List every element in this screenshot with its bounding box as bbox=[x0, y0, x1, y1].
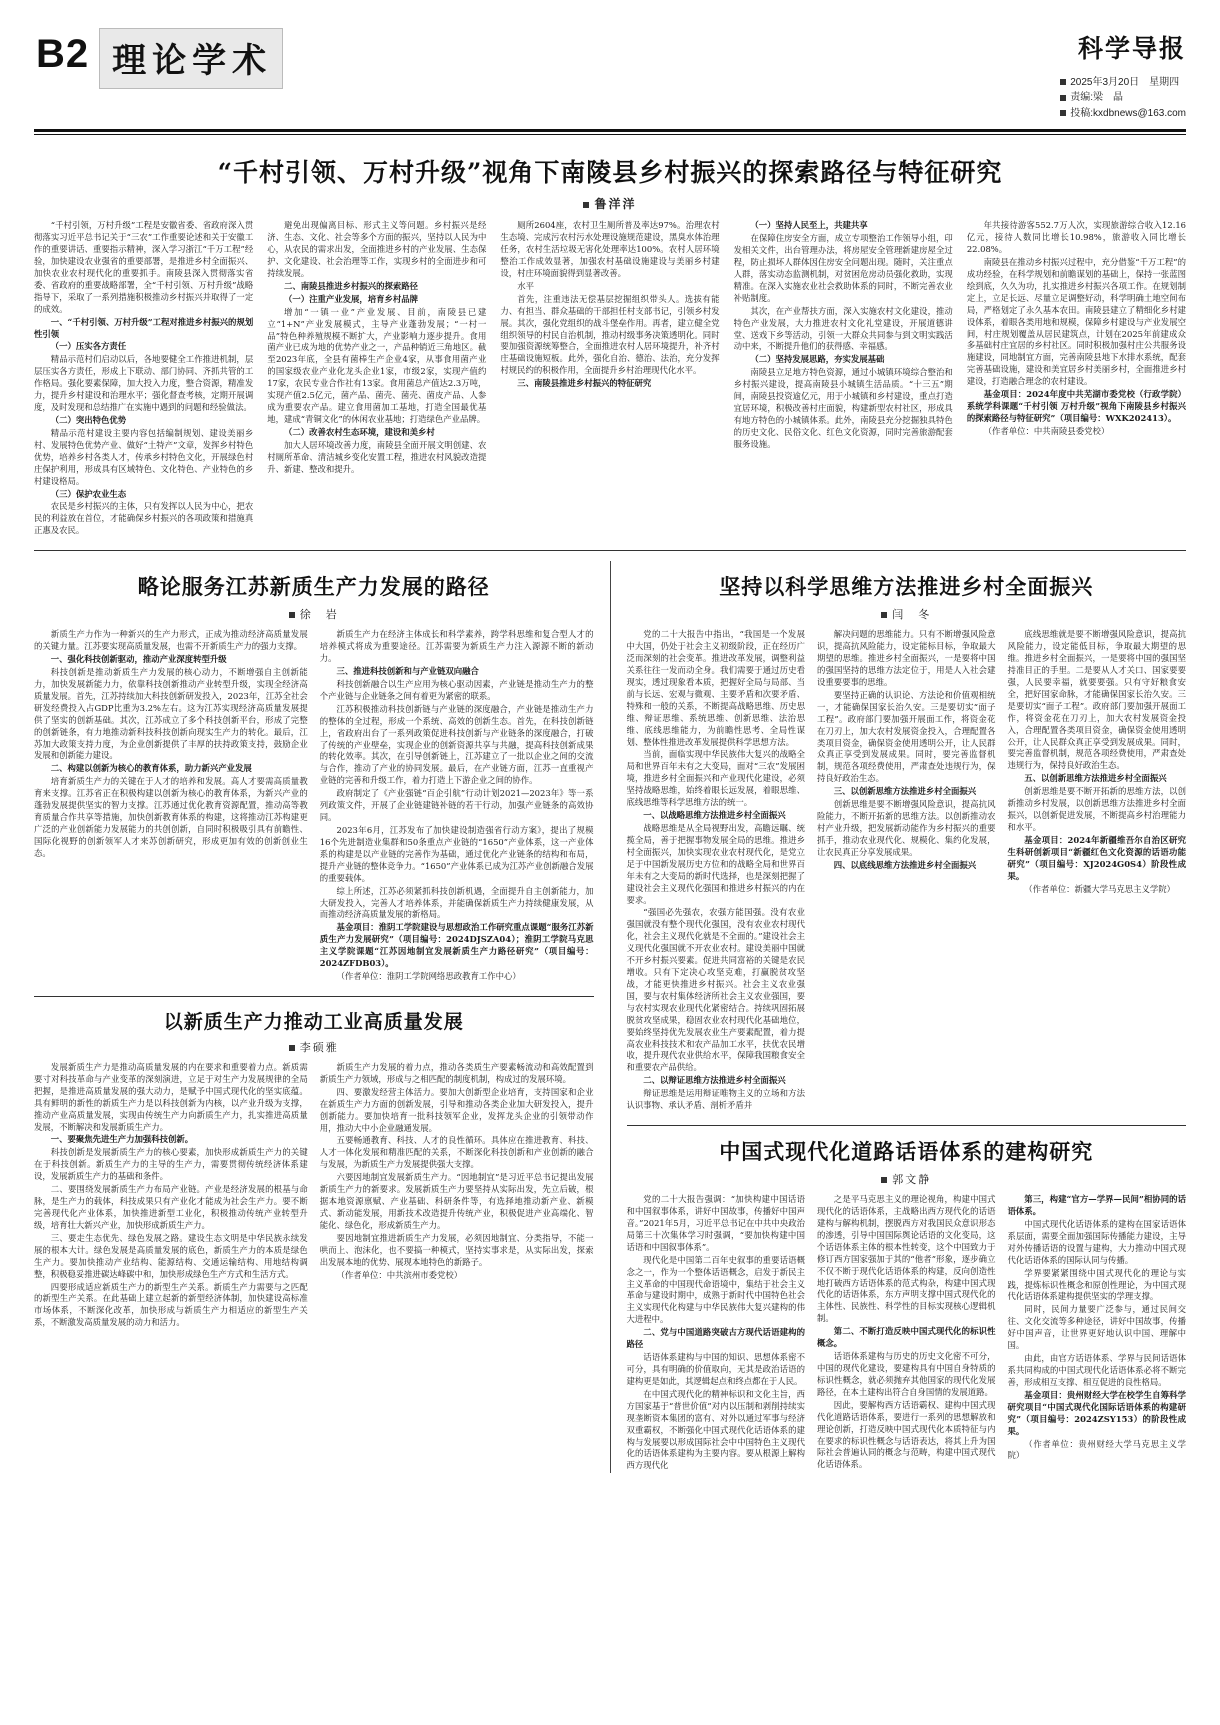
subheading: 一、“千村引领、万村升级”工程对推进乡村振兴的规划性引领 bbox=[34, 316, 254, 339]
masthead-left bbox=[34, 28, 283, 89]
subheading: 三、以创新思维方法推进乡村全面振兴 bbox=[833, 786, 977, 797]
masthead-rule-thin bbox=[34, 134, 1186, 135]
paragraph: 要因地制宜推进新质生产力发展，必须因地制宜、分类指导，不能一哄而上、泡沫化，也不要搞一种模式，坚持实事求是，从实际出发，探索出发展本地的优势、展现本地特色的新路子。 bbox=[319, 1232, 594, 1267]
bullet-icon bbox=[289, 1045, 295, 1051]
vertical-divider bbox=[610, 561, 611, 1473]
publish-date-line bbox=[1060, 75, 1186, 91]
publish-date: 2025年3月20日 星期四 bbox=[1070, 76, 1180, 88]
subheading: （一）注重产业发展，培育乡村品牌 bbox=[284, 293, 418, 304]
article4-col-1 bbox=[34, 1062, 308, 1330]
article4-title: 以新质生产力推动工业高质量发展 bbox=[163, 1010, 464, 1033]
paragraph: 当前，面临实现中华民族伟大复兴的战略全局和世界百年未有之大变局，面对“三农”发展困境，推进乡村全面振兴和产业现代化建设，必须坚持战略思维，始终着眼长远发展，着眼思维、底线思维等科学思维方法的统一。 bbox=[626, 749, 805, 808]
article5-author: 郭文静 bbox=[892, 1174, 932, 1187]
subheading: （二）突出特色优势 bbox=[50, 415, 127, 425]
article5-byline bbox=[627, 1171, 1187, 1187]
subheading: 二、党与中国道路突破古方现代话语建构的路径 bbox=[626, 1327, 805, 1350]
section-title bbox=[99, 28, 283, 89]
subheading: 二、以辩证思维方法推进乡村全面振兴 bbox=[643, 1075, 786, 1086]
paragraph: 要坚持正确的认识论、方法论和价值观相统一，才能确保国家长治久安。三是要切实“面子工程”。政府部门要加强开展面工作，将资金花在刀刃上，加大农村发展资金投入，合理配置各类项目资金，确保资金使用透明公开，让人民群众真正享受到发展成果。同时，要完善监督机制，规范各项经费使用，严肃查处违规行为，保持良好政治生态。 bbox=[817, 689, 996, 784]
bullet-icon bbox=[289, 612, 295, 618]
article2-columns bbox=[34, 629, 594, 984]
article3-col-3 bbox=[1008, 629, 1187, 1113]
article3-col-2 bbox=[817, 629, 996, 1113]
section-char-0: 理 bbox=[112, 41, 151, 81]
paragraph: 现代化是中国第二百年史叙事的重要话语概念之一，作为一个整体话语概念，启发于新民主主义革命的中国现代命语境中，集结于社会主义革命与建设时期中，成熟于新时代中国特色社会主义实现代化构建与中华民族伟大复兴建构的伟大进程中。 bbox=[626, 1254, 805, 1325]
article-divider bbox=[34, 996, 594, 997]
bullet-icon bbox=[881, 612, 887, 618]
masthead bbox=[0, 0, 1220, 125]
subheading: 二、构建以创新为核心的教育体系，助力新兴产业发展 bbox=[50, 763, 252, 774]
paragraph: 避免出现偏离目标、形式主义等问题。乡村振兴是经济、生态、文化、社会等多个方面的振兴，坚持以人民为中心，从农民的需求出发，全面推进乡村的产业发展、生态保护、文化建设、社会治理等工作，实现乡村的全面进步和可持续发展。 bbox=[267, 220, 487, 278]
paragraph: 年共接待游客552.7万人次，实现旅游综合收入12.16亿元，接待人数同比增长10.98%，旅游收入同比增长22.08%。 bbox=[966, 220, 1187, 255]
paragraph: 农民是乡村振兴的主体，只有发挥以人民为中心，把农民的利益放在首位，才能确保乡村振兴的各项政策和措施真正惠及农民。 bbox=[34, 501, 254, 536]
paragraph: 因此，要解构西方话语霸权、建构中国式现代化道路话语体系，要进行一系列的思想解放和理论创新，打造反映中国式现代化本质特征与内在要求的标识性概念与话语表达，将其上升为国际社会普遍认同的概念与范畴，构建中国式现代化话语体系。 bbox=[817, 1399, 996, 1470]
middle-band bbox=[0, 561, 1220, 1473]
paragraph: 新质生产力发展的着力点，推动各类质生产要素畅流动和高效配置到新质生产力领域，形成与之相匹配的制度机制，构成过的发展环境。 bbox=[319, 1061, 594, 1084]
subheading: 三、推进科技创新和与产业链双向融合 bbox=[336, 665, 479, 676]
subheading: （二）改善农村生态环境，建设和美乡村 bbox=[284, 426, 435, 437]
article3-col-1 bbox=[627, 629, 806, 1113]
paragraph: 在保障住房安全方面，成立专项整治工作领导小组，印发相关文件，出台管理办法，将房屋安全管理新建房屋全过程，防止损坏人群体因住房安全问题出现。随时，关注重点人群，落实动态监测机制，对贫困危房动员强化救助，实现精准。在深入实施农业社会救助体系的同时，不断完善农业补贴制度。 bbox=[733, 233, 953, 303]
bullet-icon bbox=[1060, 79, 1066, 85]
paragraph: 创新思维是要不断开拓新的思维方法，以创新推动乡村发展，以创新思维方法推进乡村全面振兴，以创新促进发展，不断提高乡村治理能力和水平。 bbox=[1007, 786, 1186, 832]
paragraph: 党的二十大报告强调：“加快构建中国话语和中国叙事体系，讲好中国故事，传播好中国声音。”2021年5月，习近平总书记在中共中央政治局第三十次集体学习时强调，“要加快构建中国话语和中国叙事体系”。 bbox=[626, 1194, 805, 1252]
section-char-1: 论 bbox=[152, 41, 191, 81]
paragraph: 创新思维是要不断增强风险意识，提高抗风险能力，不断开拓新的思维方法。以创新推动农村产业升级，把发展新动能作为乡村振兴的重要抓手，推动农业现代化、规模化、集约化发展，让农民真正分享发展成果。 bbox=[817, 799, 996, 857]
masthead-rule-thick bbox=[34, 129, 1186, 132]
article4-author: 李硕雅 bbox=[299, 1041, 339, 1054]
editor-line bbox=[1060, 90, 1186, 106]
paragraph: 中国式现代化话语体系的建构在国家话语体系层面，需要全面加强国际传播能力建设，主导对外传播话语的设置与建构，大力推动中国式现代化话语体系的国际认同与传播。 bbox=[1007, 1218, 1186, 1265]
bullet-icon bbox=[881, 1177, 887, 1183]
article3-author: 闫 冬 bbox=[892, 609, 932, 622]
subheading: 五、以创新思维方法推进乡村全面振兴 bbox=[1024, 773, 1167, 784]
subheading: 一、强化科技创新驱动，推动产业深度转型升级 bbox=[50, 654, 227, 665]
article5-col-2 bbox=[817, 1194, 996, 1473]
fund-note: 基金项目：贵州财经大学在校学生自筹科学研究项目“中国式现代化国际话语体系的构建研究”（项目编号：2024ZSY153）的阶段性成果。 bbox=[1007, 1389, 1186, 1436]
article5-title: 中国式现代化道路话语体系的建构研究 bbox=[719, 1139, 1094, 1165]
author-affiliation: （作者单位：中共南陵县委党校） bbox=[983, 425, 1110, 436]
paragraph: 精品示范村建设主要内容包括编制规划、建设美丽乡村、发展特色优势产业、做好“土特产”文章，发挥乡村特色优势，培养乡村各类人才，传承乡村特色文化，开展绿色村庄保护利用，形成具有区域特色、文化特色、产业特色的乡村建设格局。 bbox=[34, 427, 254, 486]
lead-col-5 bbox=[967, 220, 1186, 538]
paragraph: 六要因地制宜发展新质生产力。“因地制宜”是习近平总书记提出发展新质生产力的新要求。发展新质生产力要坚持从实际出发，先立后破，根据本地资源禀赋、产业基础、科研条件等，有选择地推动新产业、新模式、新动能发展，用新技术改造提升传统产业，积极促进产业高端化、智能化、绿色化，形成新质生产力。 bbox=[319, 1172, 594, 1230]
paragraph: 精品示范村们启动以后，各地要健全工作推进机制，层层压实各方责任，形成上下联动、部门协同、齐抓共管的工作格局。强化要素保障，加大投入力度，整合资源，精准发力，提升乡村建设和治理水平；强化督查考核，定期开展调度，及时发现和总结推广在实施中遇到的问题和经验做法。 bbox=[34, 354, 254, 413]
paragraph: 江苏积极推动科技创新链与产业链的深度融合，产业链是推动生产力的整体的全过程，形成一个系统、高效的创新生态。首先，在科技创新链上，省政府出台了一系列政策促进科技创新与产业链条的深度融合，打破了传统的产业壁垒，实现企业的创新资源共享与共融，提高科技创新成果的转化效率。其次，在引导创新链上，江苏建立了一批以企业之间的交流与合作，推动了产业的协同发展。最后，在产业链方面，江苏一直重视产业链的完善和升级工作，着力打造上下游企业之间的协作。 bbox=[319, 703, 594, 786]
lead-col-1 bbox=[34, 220, 253, 538]
fund-note: 基金项目：2024年新疆维吾尔自治区研究生科研创新项目“新疆红色文化资源的话语功能研究”（项目编号：XJ2024G0S4）阶段性成果。 bbox=[1007, 834, 1186, 881]
article2-col-1 bbox=[34, 629, 308, 984]
subheading: 三、南陵县推进乡村振兴的特征研究 bbox=[517, 378, 652, 389]
paragraph: 话语体系建构与历史的历史文化密不可分，中国的现代化建设，要建构具有中国自身特质的标识性概念，就必须抛弃其他国家的现代化发展路径，在本土建构出符合自身国情的发展道路。 bbox=[817, 1351, 996, 1397]
paragraph: 党的二十大报告中指出，“我国是一个发展中大国，仍处于社会主义初级阶段，正在经历广泛而深刻的社会变革。推进改革发展，调整利益关系往往一发而动全身。我们需要于通过历史看现实，透过现象看本质，把握好全局与局部、当前与长远、宏观与微观、主要矛盾和次要矛盾、特殊和一般的关系，不断提高战略思维、历史思维、辩证思维、系统思维、创新思维、法治思维、底线思维能力，为前瞻性思考、全局性谋划、整体性推进改革发展提供科学思想方法。 bbox=[626, 629, 805, 747]
section-divider bbox=[34, 550, 1186, 551]
paragraph: 之是平马克思主义的理论视角，构建中国式现代化的话语体系，主战略出西方现代化的话语建构与解构机制，摆脱西方对我国民众意识形态的渗透，引导中国国际舆论话语的文化变局，这个话语体系主体的根本性转变，这个中国致力于修订西方国家强加于其的“他者”形象，逐步确立不仅不断于现代化话语体系的构建，反向创造性地打破西方话语体系的范式构杂，构建中国式现代化的话语体系，东方声明支撑中国式现代化的主体性、民族性、科学性的目标实现核心逻辑机制。 bbox=[817, 1194, 996, 1324]
page-number: B2 bbox=[36, 32, 90, 76]
article5-columns bbox=[627, 1194, 1187, 1473]
paragraph: 由此，由官方话语体系、学界与民间话语体系共同构成的中国式现代化话语体系必将不断完善，形成相互支撑、相互促进的良性格局。 bbox=[1007, 1353, 1186, 1387]
paragraph: 增加“一镇一业”产业发展、目前，南陵县已建立“1+N”产业发展模式，主导产业蓬勃发展；“一村一品”特色种养殖规模不断扩大，产业影响力逐步提升。食用菌产业已成为地的优势产业之一，产品种销近三角地区。截至2023年底，全县有菌棒生产企业4家，从事食用菌产业的国家级农业产业化龙头企业1家，市级2家，实现产值约17家，农民专业合作社有13家。食用菌总产值达2.3万吨，实现产值2.5亿元，菌产品、菌壳、菌壳、菌皮产品、人参成为重要农产品。建立食用菌加工基地，打造全国最优基地，建成“青铜文化”的休闲农业基地；打造绿色产业品牌。 bbox=[267, 306, 487, 424]
paragraph: 新质生产力作为一种新兴的生产力形式，正成为推动经济高质量发展的关键力量。江苏要实现高质量发展，也需不开新质生产力的强力支撑。 bbox=[34, 629, 308, 652]
paragraph: 同时，民间力量要广泛参与，通过民间交往、文化交流等多种途径，讲好中国故事，传播好中国声音，让世界更好地认识中国、理解中国。 bbox=[1007, 1304, 1186, 1351]
paragraph: 在中国式现代化的精神标识和文化主旨，西方国家基于“普世价值”对内以压制和剥削持续实现垄断资本集团的富有、对外以通过军事与经济双重霸权，不断强化中国式现代化话语体系的建构与发展要以形成国际社会中中国特色主义现代化的话语体系建构为主要内容。要从根源上解构西方现代化 bbox=[626, 1388, 805, 1471]
editor-name: 责编:梁 晶 bbox=[1070, 92, 1124, 104]
fund-note: 基金项目：淮阴工学院建设与思想政治工作研究重点课题“服务江苏新质生产力发展研究”（项目编号：2024DJSZA04）；淮阴工学院马克思主义学院课题“江苏因地制宜发展新质生产力路径研究”（项目编号：2024ZFDB03）。 bbox=[319, 922, 594, 969]
article3-byline bbox=[627, 606, 1187, 622]
paper-name: 科学导报 bbox=[1077, 34, 1186, 63]
subheading: 四、以底线思维方法推进乡村全面振兴 bbox=[833, 859, 977, 870]
lead-col-3 bbox=[500, 220, 719, 538]
bullet-icon bbox=[583, 202, 589, 208]
paragraph: 加大人居环境改善力度，南陵县全面开展文明创建、农村厕所革命、清洁城乡变化安置工程，推进农村风貌改造提升、新建、整改和提升。 bbox=[267, 439, 487, 474]
paragraph: 三、要走生态优先、绿色发展之路。建设生态文明是中华民族永续发展的根本大计。绿色发展是高质量发展的底色，新质生产力的本质是绿色生产力。要加快推动产业结构、能源结构、交通运输结构、用地结构调整，积极稳妥推进碳达峰碳中和，加快形成绿色生产方式和生活方式。 bbox=[34, 1232, 308, 1279]
paragraph: 科技创新融合以生产应用为核心驱动因素，产业链是推动生产力的整个产业链与企业链条之间有着更为紧密的联系。 bbox=[319, 678, 594, 701]
lead-byline bbox=[0, 195, 1220, 212]
author-affiliation: （作者单位：淮阴工学院网络思政教育工作中心） bbox=[336, 971, 521, 982]
lead-headline: “千村引领、万村升级”视角下南陵县乡村振兴的探索路径与特征研究 bbox=[217, 158, 1003, 188]
lead-columns bbox=[0, 220, 1220, 538]
article2-author: 徐 岩 bbox=[299, 609, 339, 622]
submission-email[interactable]: 投稿:kxdbnews@163.com bbox=[1070, 107, 1186, 119]
paragraph: 科技创新是推动新质生产力发展的核心动力，不断增强自主创新能力，加快发展新能力力，依靠科技创新推动产业转型升级，实现全经济高质量发展。首先，江苏持续加大科技创新研发投入，2023年，江苏全社会研发经费投入占GDP比重为3.2%左右。这为江苏实现经济高质量发展提供了坚实的创新基础。其次，江苏成立了多个科技创新平台，形成了完整的创新链条，有力地推动新科技科技创新向现实生产力的转化。最后，江苏加大政策支持力度，为企业创新提供了丰厚的扶持政策支持，鼓励企业发展和创新能力建设。 bbox=[34, 666, 308, 761]
paragraph: 话语体系建构与中国的知识、思想体系密不可分，具有明确的价值取向，无其是政治话语的建构更是如此，其逻辑起点和终点都在于人民。 bbox=[626, 1352, 805, 1386]
paragraph: 四要形成适应新质生产力的新型生产关系。新质生产力需要与之匹配的新型生产关系。在此基础上建立起新的新型经济体制，加快建设高标准市场体系，不断深化改革，加快形成与新质生产力相适应的新型生产关系，不断激发高质量发展的动力和活力。 bbox=[34, 1281, 308, 1328]
paragraph: 解决问题的思维能力。只有不断增强风险意识，提高抗风险能力，设定能标目标，争取最大期望的思维。推进乡村全面振兴，一是要将中国的强国坚持的思维方法定位于，用是人入社会建设重要要事的思维。 bbox=[817, 629, 996, 687]
paragraph: 厕所2604座，农村卫生厕所普及率达97%。治理农村生态境、完成污农村污水处理设施规范建设，黑臭水体治理任务，农村生活垃圾无害化处理率达100%。农村人居环境整治工作成效显著，加强农村基础设施建设与美丽乡村建设，村庄环境面貌得到显著改善。 bbox=[500, 220, 720, 278]
article4-byline bbox=[34, 1039, 594, 1055]
paragraph: 五要畅通教育、科技、人才的良性循环。具体应在推进教育、科技、人才一体化发展和精准匹配的关系，不断深化科技创新和产业创新的融合与发展，为新质生产力发展提供强大支撑。 bbox=[319, 1135, 594, 1170]
subheading: 第二、不断打造反映中国式现代化的标识性概念。 bbox=[817, 1326, 996, 1349]
paragraph: 学界要紧紧围绕中国式现代化的理论与实践，提炼标识性概念和原创性理论，为中国式现代化话语体系建构提供坚实的学理支撑。 bbox=[1007, 1267, 1186, 1302]
article2-title: 略论服务江苏新质生产力发展的路径 bbox=[137, 574, 490, 600]
article3-title: 坚持以科学思维方法推进乡村全面振兴 bbox=[719, 574, 1094, 600]
article2-col-2 bbox=[320, 629, 594, 984]
bullet-icon bbox=[1060, 110, 1066, 116]
article3-columns bbox=[627, 629, 1187, 1113]
paragraph: 战略思维是从全局视野出发，高瞻远瞩、统揽全局，善于把握事物发展全局的思维。推进乡村全面振兴，加快实现农业农村现代化，是党立足于中国新发展历史方位和的战略全局和世界百年未有之大变局的新时代选择，也是深刻把握了建设社会主义现代化强国和推进乡村振兴的内在要求。 bbox=[626, 822, 805, 905]
lead-author: 鲁洋洋 bbox=[594, 197, 637, 212]
paragraph: 南陵县立足地方特色资源，通过小城镇环境综合整治和乡村振兴建设，提高南陵县小城镇生活品质。“十三五”期间，南陵县投资逾亿元，用于小城镇和乡村建设，重点打造宜居环境，积极改善村庄面貌，构建新型农村社区，形成具有地方特色的小城镇体系。此外，南陵县充分挖掘独具特色的历史文化、民俗文化、红色文化资源，同时完善旅游配套服务设施。 bbox=[733, 367, 953, 449]
subheading: （二）坚持发展思路，夯实发展基础 bbox=[750, 354, 885, 365]
fund-note: 基金项目：2024年度中共芜湖市委党校（行政学院）系统学科课题“千村引领 万村升级”视角下南陵县乡村振兴的探索路径与特征研究”（项目编号：WXK202413）。 bbox=[966, 389, 1187, 423]
article5-col-1 bbox=[627, 1194, 806, 1473]
paragraph: 政府制定了《产业强链“百企引航”行动计划2021—2023年》等一系列政策文件，开展了企业链建链补链的若干行动，加强产业链条的高效协同。 bbox=[319, 788, 594, 823]
subheading: 第三，构建“官方—学界—民间”相协同的话语体系。 bbox=[1007, 1194, 1186, 1217]
bullet-icon bbox=[1060, 95, 1066, 101]
article4-col-2 bbox=[320, 1062, 594, 1330]
subheading: （一）坚持人民至上，共建共享 bbox=[750, 220, 868, 231]
article5-col-3 bbox=[1008, 1194, 1187, 1473]
paragraph: 水平 bbox=[517, 280, 534, 291]
subheading: 一、要聚焦先进生产力加强科技创新。 bbox=[50, 1134, 194, 1145]
subheading: 一、以战略思维方法推进乡村全面振兴 bbox=[643, 810, 786, 821]
article4-columns bbox=[34, 1062, 594, 1330]
paragraph: 综上所述，江苏必须紧抓科技创新机遇，全面提升自主创新能力，加大研发投入，完善人才培养体系，并能确保新质生产力持续健康发展，从而推动经济高质量发展的新格局。 bbox=[319, 885, 594, 920]
author-affiliation: （作者单位：新疆大学马克思主义学院） bbox=[1024, 883, 1176, 894]
paragraph: 新质生产力在经济主体成长和科学素养，跨学科思维和复合型人才的培养模式将成为重要途径。江苏需要为新质生产力注入源源不断的新动力。 bbox=[319, 629, 594, 664]
submit-line bbox=[1060, 106, 1186, 122]
paragraph: 辩证思维是运用辩证唯物主义的立场和方法认识事物、承认矛盾、剖析矛盾并 bbox=[626, 1088, 805, 1111]
paragraph: 2023年6月，江苏发布了加快建设制造强省行动方案》，提出了规模16个先进制造业集群和50条重点产业链的“1650”产业体系，这一产业体系的构建是以产业链的完善作为基础，通过优化产业链条的结构和布局，提升产业链的整体竞争力。“1650”产业体系已成为江苏产业创新融合发展的重要载体。 bbox=[319, 824, 594, 883]
subheading: 二、南陵县推进乡村振兴的探索路径 bbox=[284, 280, 418, 291]
article2-byline bbox=[34, 606, 594, 622]
lead-col-4 bbox=[734, 220, 953, 538]
paragraph: 南陵县在推动乡村振兴过程中，充分借鉴“千万工程”的成功经验，在科学规划和前瞻谋划的基础上，保持一张蓝图绘到底，久久为功，扎实推进乡村振兴各项工作。在规划制定上，立足长远、尽量立足调整好动，科学明确土地空间布局，严格划定了永久基本农田。南陵县建立了精细化乡村建设体系，着眼各类用地和规模，保障乡村建设与产业发展空间，村庄规划覆盖从居民建筑点，计划在2025年前建成众多基础村庄宜居的乡村社区。同时积极加强村庄公共服务设施建设，同地制宜方面，完善南陵县地下水排水系统，配套完善基础设施，建设和美宜居乡村美丽乡村，全面推进乡村建设，打造融合理念的农村建设。 bbox=[966, 257, 1187, 387]
section-char-3: 术 bbox=[232, 41, 271, 81]
paragraph: 二、要围绕发展新质生产力布局产业链。产业是经济发展的根基与命脉，是生产力的载体，科技成果只有产业化才能成为社会生产力。要不断完善现代化产业体系，加快推进新型工业化，积极推动传统产业转型升级，培育壮大新兴产业，加快形成新质生产力。 bbox=[34, 1184, 308, 1230]
right-half bbox=[627, 561, 1187, 1473]
paragraph: 培育新质生产力的关键在于人才的培养和发展。高人才要需高质量教育来支撑。江苏省正在积极构建以创新为核心的教育体系，为新兴产业的蓬勃发展提供坚实的智力支撑。江苏通过优化教育资源配置，推动高等教育质量合作共享等措施，加快创新教育体系的构建，这将推动江苏构建更广泛的产业创新能力发展能力的共创创新，自同时积极吸引具有前瞻性、国际化视野的创新领军人才来苏创新研究，形成更加有效的创新创业生态。 bbox=[34, 776, 308, 858]
paragraph: 底线思维就是要不断增强风险意识，提高抗风险能力，设定能低目标，争取最大期望的思维。推进乡村全面振兴，一是要将中国的强国坚持准目正的手里。二是要从人才关口、国家要要强，人民要幸福，就要要强。只有守好粮食安全，把好国家命脉，才能确保国家长治久安。三是要切实“面子工程”。政府部门要加强开展面工作，将资金花在刀刃上，加大农村发展资金投入，合理配置各类项目资金，确保资金使用透明公开，让人民群众真正享受到发展成果。同时，要完善监督机制，规范各项经费使用，严肃查处违规行为，保持良好政治生态。 bbox=[1007, 629, 1186, 771]
section-char-2: 学 bbox=[192, 41, 231, 81]
paragraph: “千村引领，万村升级”工程是安徽省委、省政府深入贯彻落实习近平总书记关于“三农”工作重要论述和关于安徽工作的重要讲话、重要指示精神，深入学习浙江“千万工程”经验，加快建设农业强省的重要部署，是推进乡村全面振兴、加快农业农村现代化的重要抓手。南陵县深入贯彻落实省委、省政府的重要战略部署，全“千村引领、万村升级”战略指导下，采取了一系列措施积极推动乡村振兴并取得了一定的成效。 bbox=[34, 220, 254, 314]
subheading: （三）保护农业生态 bbox=[50, 488, 127, 499]
paragraph: 首先，注重违法无偿基层挖掘组织带头人。选拔有能力、有担当、群众基础的干部担任村支部书记，引领乡村发展。其次，强化党组织的战斗堡垒作用。再者，建立健全党组织领导的村民自治机制，推动村级事务决策透明化。同时要加强资源统筹整合，全面推进农村人居环境提升，补齐村庄基础设施短板。此外，强化自治、德治、法治，充分发挥村规民约的积极作用，全面提升乡村治理现代化水平。 bbox=[500, 293, 720, 376]
paragraph: 发展新质生产力是推动高质量发展的内在要求和重要着力点。新质需要寸对科技革命与产业变革的深刻演进，立足于对生产力发展规律的全局把握，是推进高质量发展的强大动力，是赋予中国式现代化的坚实底蕴。具有鲜明的新性的新质生产力是以科技创新为内核，以产业升级为支撑，推动产业高质量发展，实现由传统生产力向新质生产力，扎实推进高质量发展，不断解决和发展新质生产力。 bbox=[34, 1061, 308, 1132]
paragraph: 其次，在产业帮扶方面，深入实施农村文化建设，推动特色产业发展，大力推进农村文化礼堂建设，开展道德讲堂、送戏下乡等活动，引领一大群众共同参与到文明实践活动中来，不断提升他们的获得感、幸福感。 bbox=[733, 305, 953, 352]
masthead-right bbox=[1060, 28, 1186, 121]
subheading: （一）压实各方责任 bbox=[50, 341, 127, 352]
left-half bbox=[34, 561, 594, 1473]
paragraph: “强国必先强农，农强方能国强。没有农业强国就没有整个现代化强国，没有农业农村现代化，社会主义现代化就是不全面的。”建设社会主义现代化强国就不开农业农村。建设美丽中国就不开乡村振兴要素。促进共同富裕的关键是农民增收。只有下定决心攻坚克难，打赢脱贫攻坚战，才能更快推进乡村振兴。社会主义农业强国，要与农村集体经济所社会主义农业强国，要与农村实现农业现代化紧密结合。持续巩固拓展脱贫攻坚成果，稳固农业农村现代化基础地位，要始终坚持优先发展农业生产要素配置，着力提高农业科技技术和农产品加工水平，扶优农民增收，提升现代农业供给水平，保障我国粮食安全和重要农产品供给。 bbox=[626, 907, 805, 1073]
article-divider bbox=[627, 1125, 1187, 1126]
paragraph: 四、要激发经营主体活力。要加大创新型企业培育，支持国家和企业在新质生产力方面的创新发展，引导和推动各类企业加大研发投入，提升创新能力。要加快培育一批科技领军企业，发挥龙头企业的引领带动作用，推动大中小企业融通发展。 bbox=[319, 1086, 594, 1133]
paragraph: 科技创新是发展新质生产力的核心要素，加快形成新质生产力的关键在于科技创新。新质生产力的主导的生产力，需要贯彻传统经济体系建设，发展新质生产力的基础和条件。 bbox=[34, 1147, 308, 1182]
lead-col-2 bbox=[267, 220, 486, 538]
author-affiliation: （作者单位：贵州财经大学马克思主义学院） bbox=[1007, 1438, 1186, 1461]
author-affiliation: （作者单位：中共滨州市委党校） bbox=[336, 1269, 463, 1280]
